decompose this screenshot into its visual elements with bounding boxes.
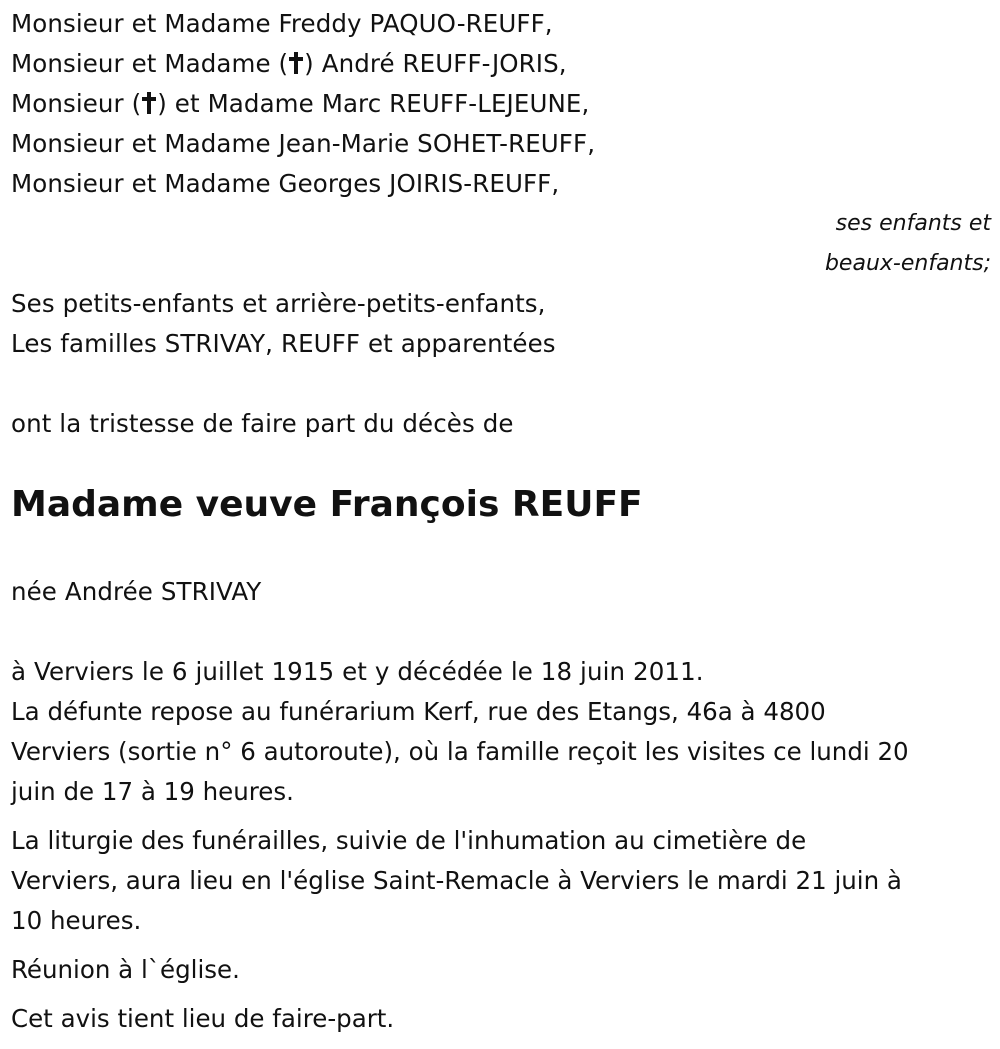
paragraph-line: 10 heures.	[11, 906, 142, 935]
funeral-paragraph	[11, 821, 991, 941]
notice-paragraph	[11, 999, 991, 1039]
birth-name: née Andrée STRIVAY	[11, 577, 262, 606]
family-line	[11, 84, 991, 124]
paragraph-line: Verviers, aura lieu en l'église Saint-Remacle à Verviers le mardi 21 juin à	[11, 866, 902, 895]
paragraph-line: Verviers (sortie n° 6 autoroute), où la famille reçoit les visites ce lundi 20	[11, 737, 909, 766]
cross-icon	[289, 52, 303, 74]
family-line-text: Monsieur et Madame Jean-Marie SOHET-REUFF,	[11, 129, 596, 158]
paragraph-line: Réunion à l`église.	[11, 955, 240, 984]
death-notice	[11, 0, 991, 1039]
family-line-text: Monsieur et Madame Freddy PAQUO-REUFF,	[11, 9, 553, 38]
family-line	[11, 124, 991, 164]
family-line-text: Monsieur (	[11, 89, 142, 118]
paragraph-line: La défunte repose au funérarium Kerf, rue des Etangs, 46a à 4800	[11, 697, 826, 726]
paragraph-line: La liturgie des funérailles, suivie de l'inhumation au cimetière de	[11, 826, 807, 855]
grandchildren-line: Ses petits-enfants et arrière-petits-enfants,	[11, 289, 546, 318]
family-line-text: Monsieur et Madame Georges JOIRIS-REUFF,	[11, 169, 560, 198]
family-line	[11, 4, 991, 44]
relation-label	[11, 204, 991, 284]
announcement-text: ont la tristesse de faire part du décès de	[11, 409, 514, 438]
family-line	[11, 164, 991, 204]
paragraph-line: juin de 17 à 19 heures.	[11, 777, 294, 806]
family-line-text: ) André REUFF-JORIS,	[304, 49, 567, 78]
cross-icon	[142, 92, 156, 114]
birth-death-dates: à Verviers le 6 juillet 1915 et y décédée le 18 juin 2011.	[11, 657, 704, 686]
meeting-paragraph	[11, 950, 991, 990]
relation-line: ses enfants et	[835, 211, 991, 236]
family-line-text: Monsieur et Madame (	[11, 49, 289, 78]
family-list	[11, 4, 991, 204]
relation-line: beaux-enfants;	[824, 251, 991, 276]
paragraph-line: Cet avis tient lieu de faire-part.	[11, 1004, 395, 1033]
family-line-text: ) et Madame Marc REUFF-LEJEUNE,	[157, 89, 590, 118]
extended-family	[11, 284, 991, 364]
families-line: Les familles STRIVAY, REUFF et apparentées	[11, 329, 556, 358]
family-line	[11, 44, 991, 84]
deceased-name: Madame veuve François REUFF	[11, 484, 643, 525]
visitation-paragraph	[11, 692, 991, 812]
